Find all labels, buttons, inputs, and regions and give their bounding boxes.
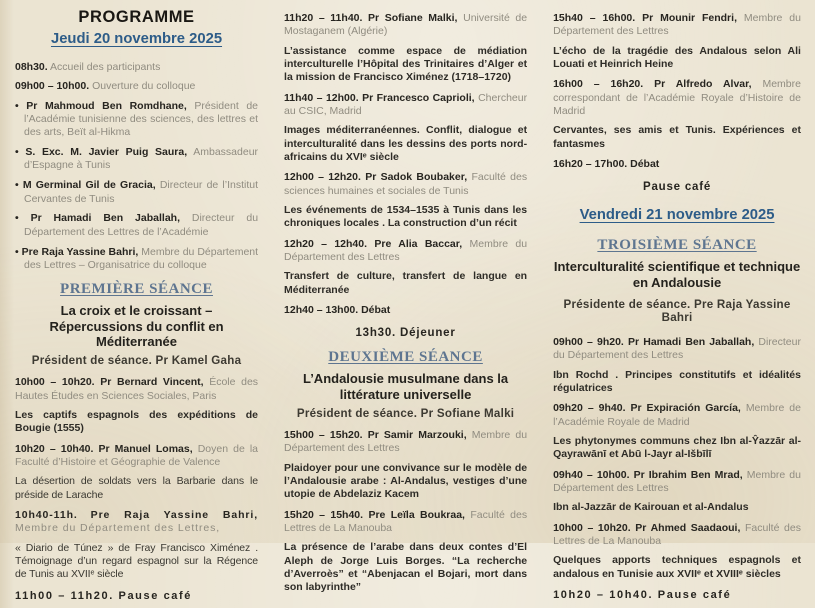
speaker-name: Pr Hamadi Ben Jaballah,	[628, 335, 755, 348]
talk-title: Images méditerranéennes. Conflit, dialogue et interculturalité dans les dessins des ports nord-africains du XVIᵉ siècle	[284, 124, 528, 163]
speaker-name: Pr Samir Marzouki,	[367, 428, 467, 441]
time-label: 10h40-11h.	[15, 508, 78, 521]
time-label: 09h40 – 10h00.	[553, 468, 630, 481]
seance3-title: Interculturalité scientifique et technique en Andalousie	[553, 259, 801, 290]
time-label: 08h30.	[15, 61, 48, 73]
speaker-affiliation: Membre du Département des Lettres	[284, 428, 528, 455]
speaker-affiliation: École des Hautes Études en Sciences Sociales, Paris	[15, 376, 259, 402]
talk-title: La présence de l’arabe dans deux contes d’El Aleph de Jorge Luis Borges. “La recherche d’Averroès” et “Abenjacan el Bojari, mort dans son labyrinthe”	[284, 541, 528, 594]
day1-date-heading: Jeudi 20 novembre 2025	[50, 31, 223, 47]
speaker-affiliation: Membre du Département des Lettres	[553, 468, 801, 494]
speaker-affiliation: Chercheur au CSIC, Madrid	[284, 91, 528, 117]
speaker-affiliation: Membre du Département des Lettres,	[15, 522, 221, 535]
opening-text: Ouverture du colloque	[92, 80, 196, 93]
talk-title: Cervantes, ses amis et Tunis. Expériences et fantasmes	[553, 124, 801, 150]
talk-title: Les événements de 1534–1535 à Tunis dans les chroniques locales . La construction d’un récit	[284, 203, 528, 230]
time-label: 09h00 – 10h00.	[15, 80, 90, 93]
speaker-role: Membre du Département des Lettres – Organisatrice du colloque	[24, 245, 259, 271]
time-label: 15h40 – 16h00.	[553, 12, 636, 24]
session-entry	[284, 238, 527, 265]
seance2-title: L’Andalousie musulmane dans la littérature universelle	[302, 371, 509, 402]
seance1-chair: Président de séance. Pr Kamel Gaha	[31, 354, 242, 368]
time-label: 12h20 – 12h40.	[284, 237, 368, 250]
talk-title: Les captifs espagnols des expéditions de Bougie (1555)	[15, 408, 259, 435]
speaker-name: S. Exc. M. Javier Puig Saura,	[25, 146, 188, 159]
pause-cafe-label: Pause café	[642, 181, 712, 194]
speaker-name: Pre Leïla Boukraa,	[368, 508, 465, 521]
speaker-affiliation: Faculté des sciences humaines et sociales de Tunis	[284, 171, 528, 197]
speaker-name: Pr Ahmed Saadaoui,	[635, 521, 741, 534]
time-label: 15h00 – 15h20.	[284, 428, 363, 441]
speaker-affiliation: Directeur du Département des Lettres	[553, 335, 801, 362]
session-entry	[284, 12, 527, 39]
bullet-item	[15, 212, 258, 239]
day2-date-heading: Vendredi 21 novembre 2025	[579, 207, 775, 224]
session-entry	[553, 78, 801, 118]
column-day1-midday	[284, 6, 527, 608]
session-entry	[553, 469, 801, 496]
session-entry	[284, 429, 527, 456]
speaker-name: Pre Raja Yassine Bahri,	[90, 508, 259, 521]
opening-text: Accueil des participants	[50, 61, 161, 73]
speaker-affiliation: Membre du Département des Lettres	[553, 12, 801, 38]
talk-title: La désertion de soldats vers la Barbarie dans le préside de Larache	[15, 475, 259, 501]
speaker-name: Pr Ibrahim Ben Mrad,	[633, 468, 743, 481]
talk-title: Les phytonymes communs chez Ibn al-Ŷazzār al-Qayrawānī et Abū l-Jayr al-Išbīlī	[553, 434, 801, 461]
pause-cafe-label: 11h00 – 11h20. Pause café	[15, 589, 192, 602]
time-label: 11h20 – 11h40.	[284, 12, 363, 24]
talk-title: Quelques apports techniques espagnols et andalous en Tunisie aux XVIIᵉ et XVIIIᵉ siècles	[553, 554, 801, 580]
session-entry	[553, 12, 801, 39]
page-title: PROGRAMME	[78, 8, 195, 26]
opening-item	[15, 80, 258, 93]
speaker-affiliation: Université de Mostaganem (Algérie)	[284, 12, 528, 38]
speaker-affiliation: Membre de l’Académie Royale de Madrid	[553, 402, 801, 428]
debat-entry	[284, 304, 527, 317]
speaker-name: Pre Raja Yassine Bahri,	[21, 245, 139, 258]
session-entry	[15, 509, 258, 536]
talk-title: L’écho de la tragédie des Andalous selon Ali Louati et Heinrich Heine	[553, 44, 801, 70]
lunch-label: 13h30. Déjeuner	[355, 327, 456, 340]
seance2-chair: Président de séance. Pr Sofiane Malki	[296, 406, 515, 420]
time-label: 10h00 – 10h20.	[553, 521, 631, 534]
debat-label: 16h20 – 17h00. Débat	[553, 157, 660, 170]
time-label: 10h20 – 10h40.	[15, 442, 94, 455]
speaker-name: Pr Mahmoud Ben Romdhane,	[26, 99, 187, 112]
speaker-affiliation: Membre du Département des Lettres	[284, 237, 528, 263]
talk-title: Plaidoyer pour une convivance sur le modèle de l’Andalousie arabe : Al-Andalus, vestiges d’une utopie de Abdelaziz Kacem	[284, 461, 528, 501]
bullet-item	[15, 246, 258, 273]
column-day1-morning	[15, 6, 258, 608]
speaker-name: Pr Mounir Fendri,	[642, 12, 737, 24]
speaker-role: Directeur du Département des Lettres de l’Académie	[24, 212, 259, 238]
speaker-name: Pr Francesco Caprioli,	[362, 91, 475, 104]
speaker-name: Pr Expiración García,	[630, 402, 741, 415]
time-label: 09h20 – 9h40.	[553, 402, 626, 415]
speaker-affiliation: Doyen de la Faculté d’Histoire et Géographie de Valence	[15, 442, 259, 468]
speaker-role: Directeur de l’Institut Cervantes de Tunis	[24, 179, 259, 205]
seance1-title: La croix et le croissant – Répercussions du conflit en Méditerranée	[49, 303, 224, 349]
seance3-chair: Présidente de séance. Pre Raja Yassine Bahri	[563, 297, 791, 324]
column-day1-afternoon-day2	[553, 6, 801, 608]
speaker-affiliation: Membre correspondant de l’Académie Royale d’Histoire de Madrid	[553, 78, 801, 117]
talk-title: Ibn Rochd . Principes constitutifs et idéalités régulatrices	[553, 368, 801, 394]
session-entry	[553, 522, 801, 549]
time-label: 12h40 – 13h00.	[284, 303, 359, 316]
time-label: 15h20 – 15h40.	[284, 508, 364, 521]
talk-title: Ibn al-Jazzār de Kairouan et al-Andalus	[553, 501, 749, 514]
speaker-name: Pr Alfredo Alvar,	[654, 78, 752, 91]
speaker-name: Pre Alia Baccar,	[374, 237, 463, 250]
debat-label: Débat	[361, 303, 391, 316]
time-label: 16h00 – 16h20.	[553, 78, 644, 91]
speaker-role: Ambassadeur d’Espagne à Tunis	[24, 146, 259, 172]
session-entry	[284, 509, 527, 536]
speaker-name: M Germinal Gil de Gracia,	[22, 179, 156, 192]
speaker-name: Pr Manuel Lomas,	[98, 442, 193, 455]
speaker-name: Pr Bernard Vincent,	[100, 376, 204, 389]
time-label: 10h00 – 10h20.	[15, 376, 95, 389]
pause-cafe-label: 10h20 – 10h40. Pause café	[553, 588, 732, 601]
session-entry	[553, 336, 801, 363]
opening-item	[15, 61, 258, 74]
seance2-heading: DEUXIÈME SÉANCE	[328, 349, 483, 366]
session-entry	[553, 402, 801, 429]
session-entry	[284, 171, 527, 198]
speaker-name: Pr Sofiane Malki,	[368, 12, 458, 24]
talk-title: Transfert de culture, transfert de langue en Méditerranée	[284, 270, 528, 296]
time-label: 09h00 – 9h20.	[553, 335, 624, 348]
talk-title: L’assistance comme espace de médiation interculturelle l’Hôpital des Trinitaires d’Alger et la mission de Francisco Ximénez (1718–1720)	[284, 44, 528, 84]
seance1-heading: PREMIÈRE SÉANCE	[60, 281, 213, 298]
session-entry	[15, 443, 258, 470]
speaker-name: Pr Sadok Boubaker,	[365, 171, 468, 184]
seance3-heading: TROISIÈME SÉANCE	[597, 237, 757, 254]
speaker-affiliation: Faculté des Lettres de La Manouba	[284, 508, 528, 534]
debat-entry	[553, 158, 801, 171]
bullet-item	[15, 100, 258, 140]
bullet-item	[15, 179, 258, 206]
speaker-affiliation: Faculté des Lettres de La Manouba	[553, 521, 801, 547]
session-entry	[284, 92, 527, 119]
time-label: 11h40 – 12h00.	[284, 91, 359, 104]
speaker-role: Président de l’Académie tunisienne des sciences, des lettres et des arts, Beït al-Hikma	[24, 99, 259, 139]
bullet-item	[15, 146, 258, 173]
session-entry	[15, 376, 258, 403]
time-label: 12h00 – 12h20.	[284, 171, 361, 184]
speaker-name: Pr Hamadi Ben Jaballah,	[30, 212, 180, 225]
talk-title: « Diario de Túnez » de Fray Francisco Ximénez . Témoignage d’un regard espagnol sur la Régence de Tunis au XVIIᵉ siècle	[15, 541, 259, 581]
